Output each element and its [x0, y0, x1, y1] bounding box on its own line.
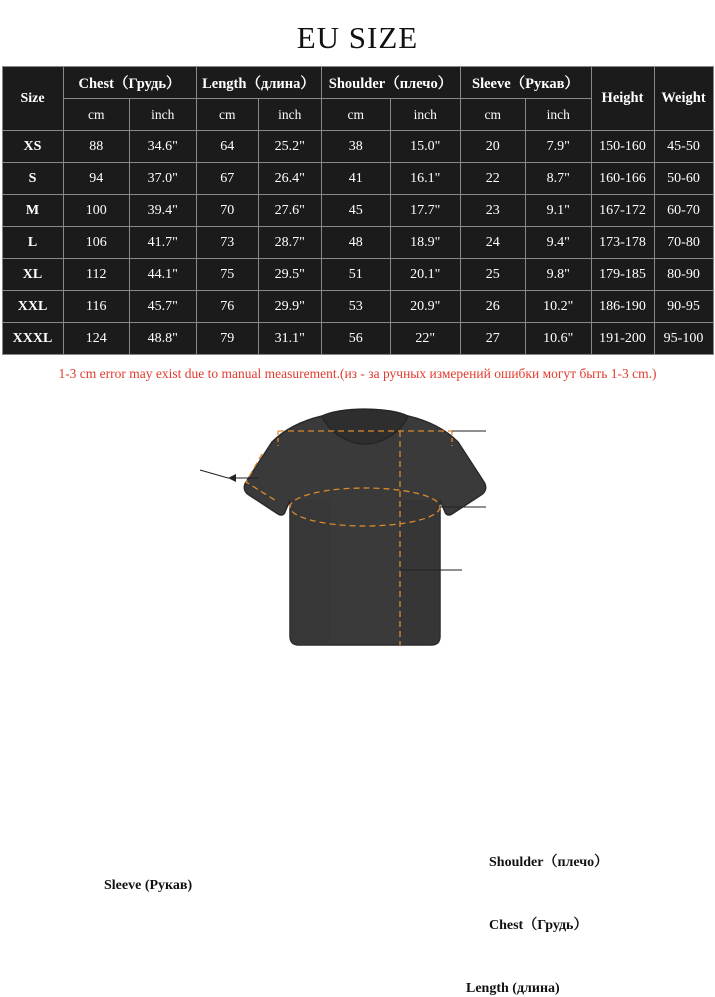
- cell-weight: 80-90: [654, 259, 713, 291]
- unit-length-inch: inch: [259, 99, 322, 131]
- tshirt-shape: [244, 409, 485, 645]
- cell-sleeve-cm: 25: [460, 259, 526, 291]
- cell-sleeve-cm: 24: [460, 227, 526, 259]
- cell-length-inch: 29.9": [259, 291, 322, 323]
- cell-size: M: [2, 195, 63, 227]
- cell-shoulder-inch: 22": [391, 323, 461, 355]
- cell-sleeve-inch: 7.9": [526, 131, 592, 163]
- cell-chest-inch: 45.7": [130, 291, 197, 323]
- cell-shoulder-inch: 20.9": [391, 291, 461, 323]
- header-size: Size: [2, 67, 63, 131]
- cell-chest-inch: 41.7": [130, 227, 197, 259]
- cell-shoulder-cm: 51: [321, 259, 391, 291]
- cell-height: 191-200: [591, 323, 654, 355]
- cell-chest-inch: 34.6": [130, 131, 197, 163]
- cell-weight: 95-100: [654, 323, 713, 355]
- cell-size: XXL: [2, 291, 63, 323]
- cell-chest-cm: 88: [63, 131, 130, 163]
- cell-shoulder-inch: 18.9": [391, 227, 461, 259]
- cell-chest-cm: 116: [63, 291, 130, 323]
- unit-sleeve-cm: cm: [460, 99, 526, 131]
- unit-sleeve-inch: inch: [526, 99, 592, 131]
- cell-height: 179-185: [591, 259, 654, 291]
- page-title: EU SIZE: [296, 20, 419, 55]
- cell-sleeve-inch: 9.4": [526, 227, 592, 259]
- unit-shoulder-cm: cm: [321, 99, 391, 131]
- cell-weight: 50-60: [654, 163, 713, 195]
- cell-length-cm: 76: [196, 291, 259, 323]
- cell-chest-cm: 124: [63, 323, 130, 355]
- cell-shoulder-cm: 48: [321, 227, 391, 259]
- label-shoulder: Shoulder（плечо）: [489, 855, 609, 870]
- cell-shoulder-cm: 53: [321, 291, 391, 323]
- label-chest: Chest（Грудь）: [489, 918, 588, 933]
- table-row: [2, 131, 713, 163]
- cell-chest-inch: 39.4": [130, 195, 197, 227]
- cell-shoulder-cm: 38: [321, 131, 391, 163]
- table-row: [2, 195, 713, 227]
- cell-height: 160-166: [591, 163, 654, 195]
- cell-height: 173-178: [591, 227, 654, 259]
- cell-chest-cm: 100: [63, 195, 130, 227]
- table-row: [2, 163, 713, 195]
- header-weight: Weight: [654, 67, 713, 131]
- cell-size: XL: [2, 259, 63, 291]
- unit-length-cm: cm: [196, 99, 259, 131]
- cell-length-cm: 73: [196, 227, 259, 259]
- cell-length-inch: 31.1": [259, 323, 322, 355]
- cell-length-inch: 28.7": [259, 227, 322, 259]
- cell-chest-inch: 48.8": [130, 323, 197, 355]
- cell-length-cm: 79: [196, 323, 259, 355]
- cell-length-inch: 27.6": [259, 195, 322, 227]
- cell-size: XXXL: [2, 323, 63, 355]
- cell-shoulder-cm: 41: [321, 163, 391, 195]
- unit-chest-cm: cm: [63, 99, 130, 131]
- cell-chest-inch: 44.1": [130, 259, 197, 291]
- cell-sleeve-inch: 9.8": [526, 259, 592, 291]
- table-group-header-row: [2, 67, 713, 99]
- cell-shoulder-inch: 20.1": [391, 259, 461, 291]
- cell-sleeve-cm: 20: [460, 131, 526, 163]
- cell-chest-inch: 37.0": [130, 163, 197, 195]
- cell-length-cm: 75: [196, 259, 259, 291]
- cell-length-inch: 26.4": [259, 163, 322, 195]
- header-height: Height: [591, 67, 654, 131]
- cell-chest-cm: 94: [63, 163, 130, 195]
- cell-shoulder-inch: 15.0": [391, 131, 461, 163]
- cell-chest-cm: 112: [63, 259, 130, 291]
- table-row: [2, 259, 713, 291]
- table-row: [2, 291, 713, 323]
- tshirt-illustration: [0, 390, 715, 690]
- header-sleeve: Sleeve（Рукав）: [460, 67, 591, 99]
- cell-length-cm: 70: [196, 195, 259, 227]
- table-row: [2, 323, 713, 355]
- cell-height: 150-160: [591, 131, 654, 163]
- cell-shoulder-cm: 45: [321, 195, 391, 227]
- cell-size: XS: [2, 131, 63, 163]
- cell-length-inch: 25.2": [259, 131, 322, 163]
- cell-chest-cm: 106: [63, 227, 130, 259]
- cell-weight: 90-95: [654, 291, 713, 323]
- cell-sleeve-cm: 23: [460, 195, 526, 227]
- label-sleeve: Sleeve (Рукав): [104, 878, 193, 893]
- cell-shoulder-inch: 17.7": [391, 195, 461, 227]
- cell-sleeve-inch: 10.2": [526, 291, 592, 323]
- unit-shoulder-inch: inch: [391, 99, 461, 131]
- cell-weight: 45-50: [654, 131, 713, 163]
- header-shoulder: Shoulder（плечо）: [321, 67, 460, 99]
- size-table: [2, 66, 714, 355]
- cell-shoulder-inch: 16.1": [391, 163, 461, 195]
- cell-size: S: [2, 163, 63, 195]
- cell-length-cm: 67: [196, 163, 259, 195]
- unit-chest-inch: inch: [130, 99, 197, 131]
- table-row: [2, 227, 713, 259]
- cell-size: L: [2, 227, 63, 259]
- cell-length-inch: 29.5": [259, 259, 322, 291]
- cell-sleeve-cm: 26: [460, 291, 526, 323]
- cell-height: 167-172: [591, 195, 654, 227]
- cell-height: 186-190: [591, 291, 654, 323]
- cell-sleeve-inch: 8.7": [526, 163, 592, 195]
- measurement-note: 1-3 cm error may exist due to manual measurement.(из - за ручных измерений ошибки могут быть 1-3 cm.): [58, 366, 657, 381]
- cell-shoulder-cm: 56: [321, 323, 391, 355]
- header-length: Length（длина）: [196, 67, 321, 99]
- label-length: Length (длина): [466, 981, 560, 996]
- cell-weight: 60-70: [654, 195, 713, 227]
- cell-sleeve-inch: 10.6": [526, 323, 592, 355]
- cell-length-cm: 64: [196, 131, 259, 163]
- cell-weight: 70-80: [654, 227, 713, 259]
- header-chest: Chest（Грудь）: [63, 67, 196, 99]
- cell-sleeve-inch: 9.1": [526, 195, 592, 227]
- tshirt-diagram: [0, 390, 715, 996]
- cell-sleeve-cm: 27: [460, 323, 526, 355]
- cell-sleeve-cm: 22: [460, 163, 526, 195]
